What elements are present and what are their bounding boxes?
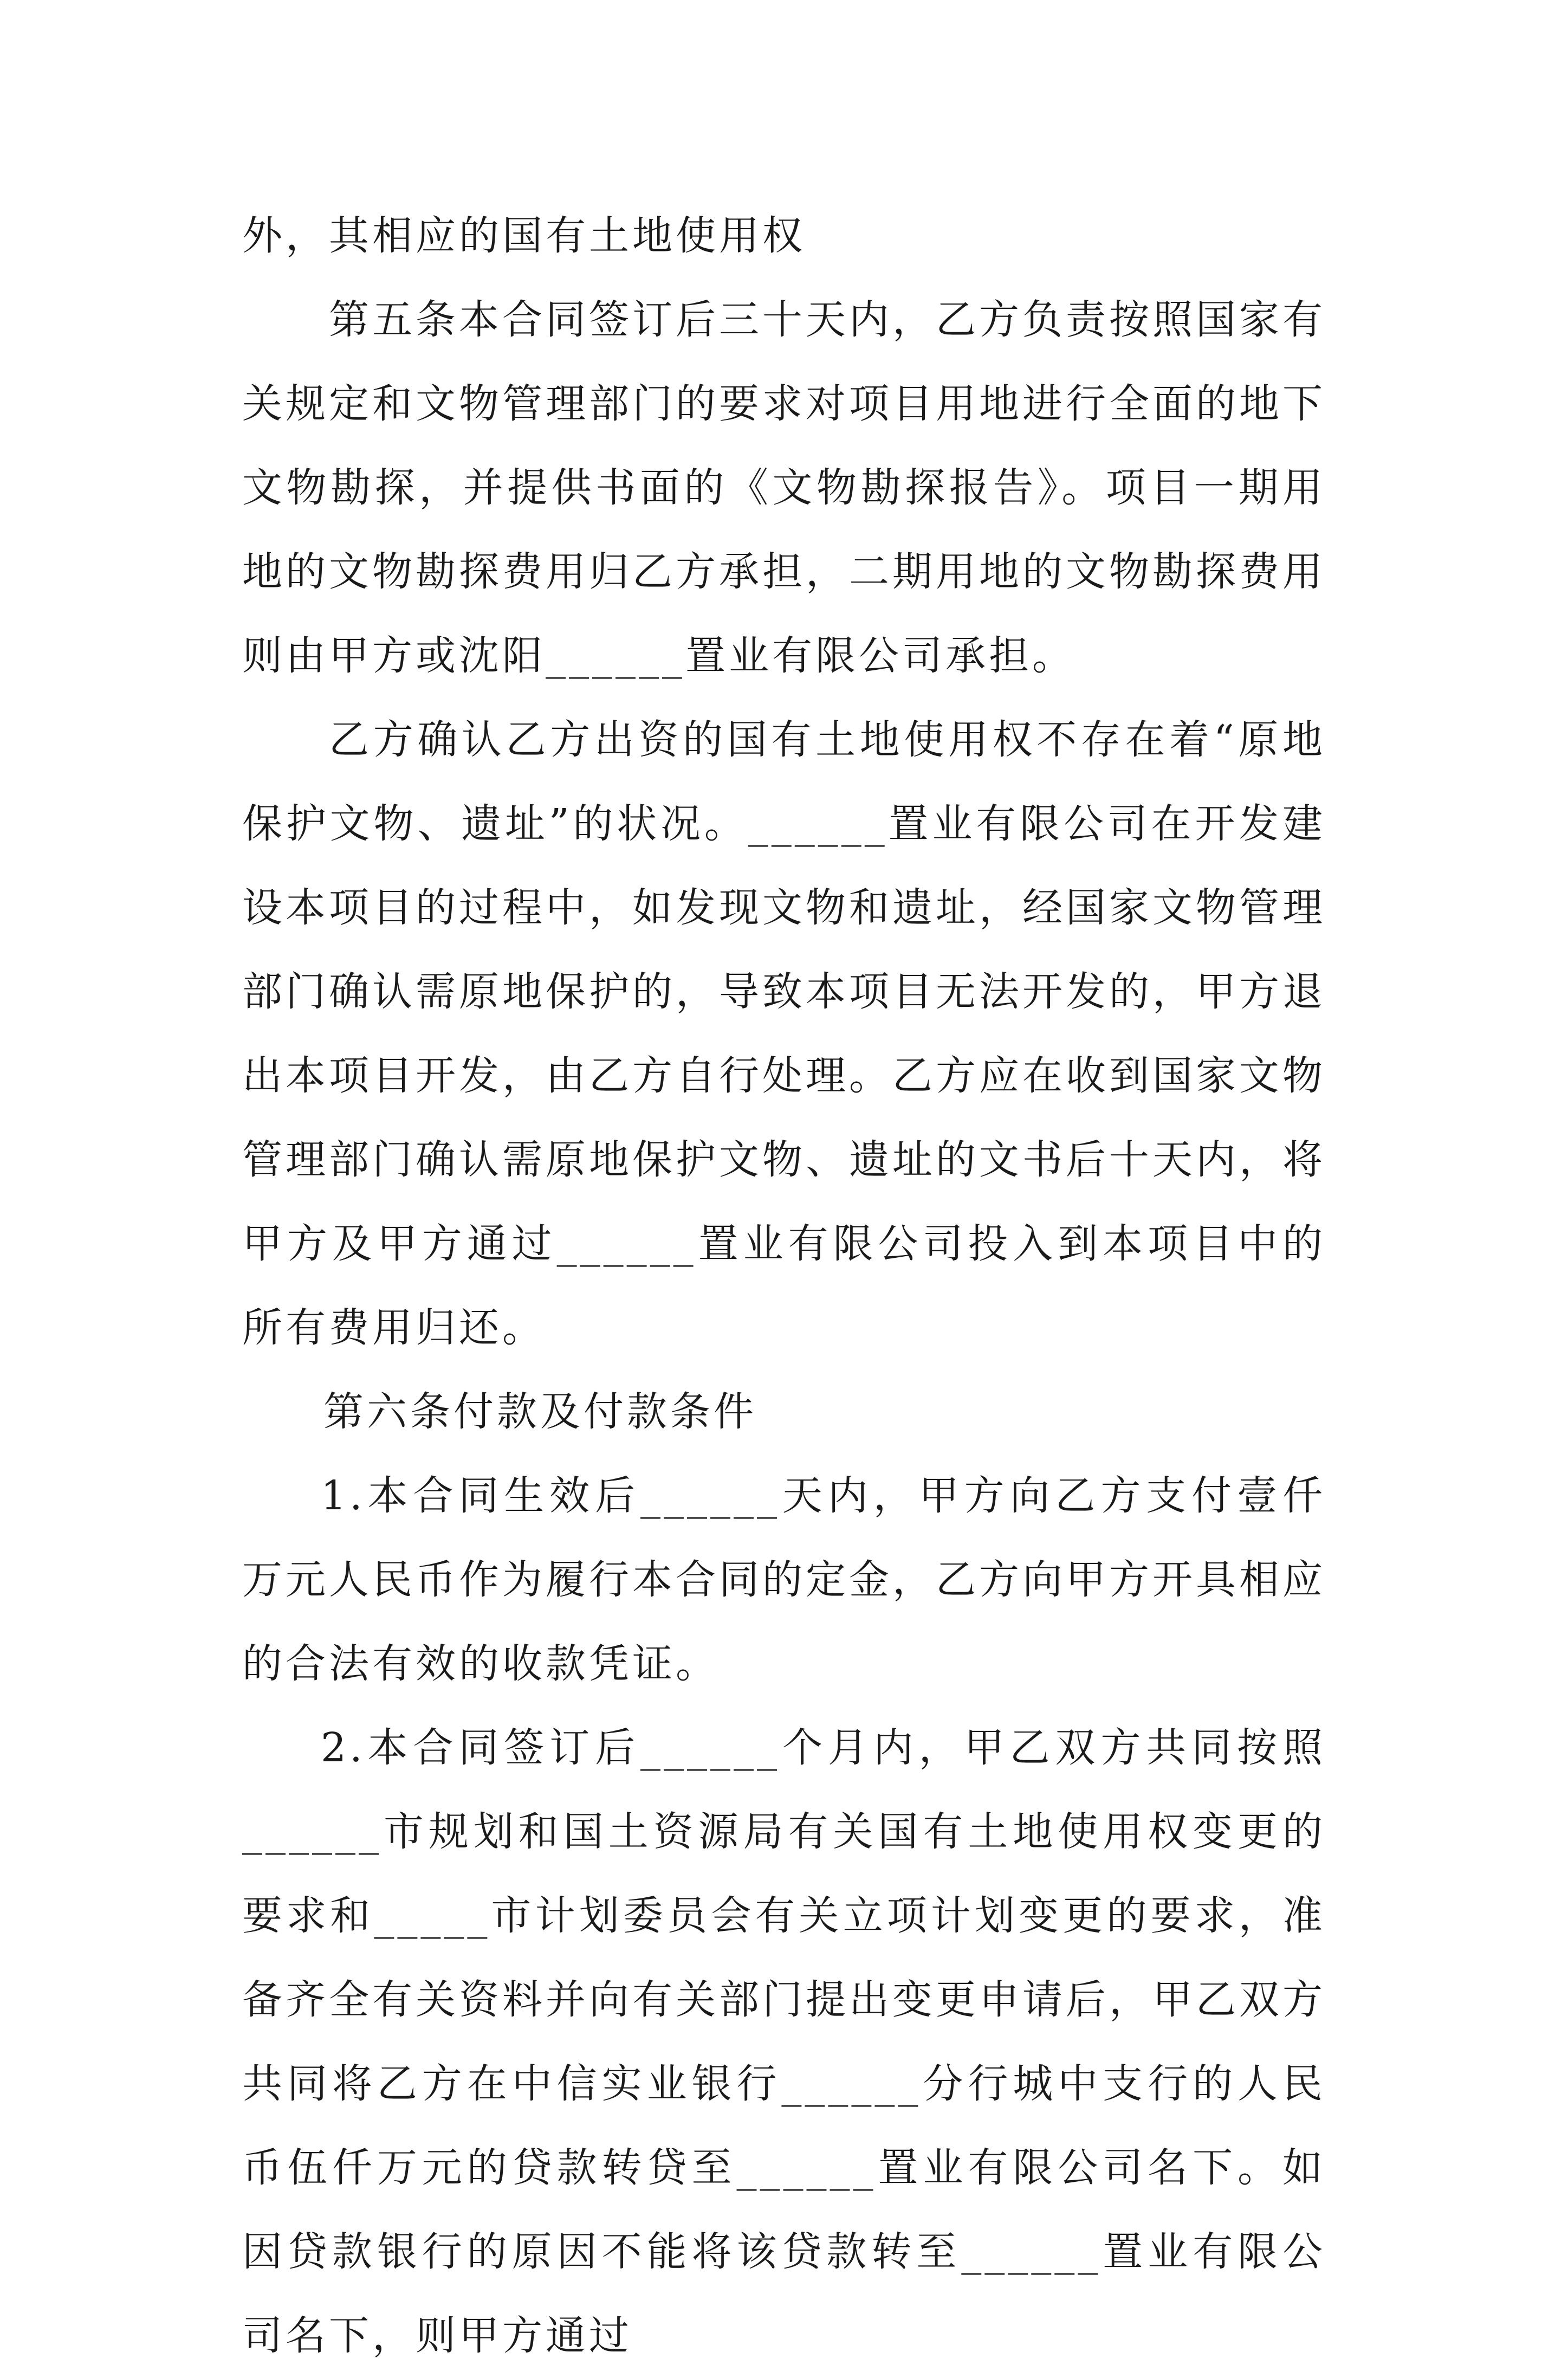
heading-article-6: 第六条付款及付款条件 [323, 1388, 757, 1435]
list-item-1: 1.本合同生效后______天内，甲方向乙方支付壹仟万元人民币作为履行本合同的定金，乙方向甲方开具相应的合法有效的收款凭证。 [242, 1472, 1326, 1687]
list-item-2: 2.本合同签订后______个月内，甲乙双方共同按照______市规划和国土资源局有关国有土地使用权变更的要求和_____市计划委员会有关立项计划变更的要求，准备齐全有关资料并向有关部门提出变更申请后，甲乙双方共同将乙方在中信实业银行______分行城中支行的人民币伍仟万元的贷款转贷至______置业有限公司名下。如因贷款银行的原因不能将该贷款转至______置业有限公司名下，则甲方通过 [242, 1724, 1326, 2359]
paragraph-article-5: 第五条本合同签订后三十天内，乙方负责按照国家有关规定和文物管理部门的要求对项目用地进行全面的地下文物勘探，并提供书面的《文物勘探报告》。项目一期用地的文物勘探费用归乙方承担，二期用地的文物勘探费用则由甲方或沈阳______置业有限公司承担。 [242, 296, 1326, 679]
paragraph-confirmation: 乙方确认乙方出资的国有土地使用权不存在着“原地保护文物、遗址”的状况。______置业有限公司在开发建设本项目的过程中，如发现文物和遗址，经国家文物管理部门确认需原地保护的，导致本项目无法开发的，甲方退出本项目开发，由乙方自行处理。乙方应在收到国家文物管理部门确认需原地保护文物、遗址的文书后十天内，将甲方及甲方通过______置业有限公司投入到本项目中的所有费用归还。 [242, 716, 1326, 1351]
document-body [242, 194, 1326, 2378]
paragraph-continuation: 外，其相应的国有土地使用权 [242, 212, 806, 259]
